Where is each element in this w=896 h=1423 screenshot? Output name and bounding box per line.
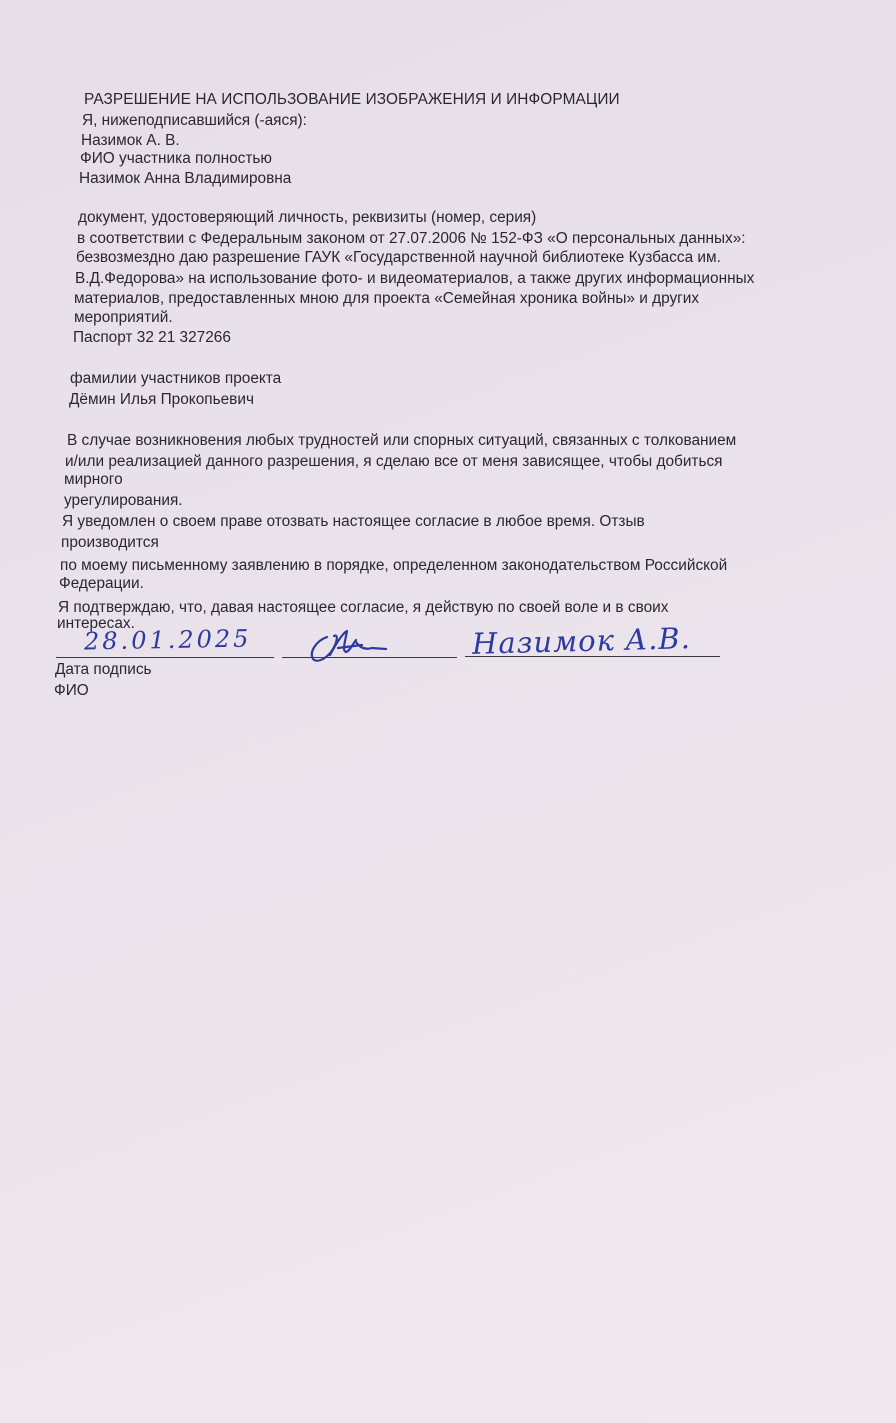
full-name-label: ФИО участника полностью: [80, 150, 272, 167]
dispute-line: В случае возникновения любых трудностей или спорных ситуаций, связанных с толкованием: [67, 432, 737, 449]
document-title: РАЗРЕШЕНИЕ НА ИСПОЛЬЗОВАНИЕ ИЗОБРАЖЕНИЯ И ИНФОРМАЦИИ: [84, 91, 620, 108]
handwritten-name: Назимок А.В.: [471, 621, 692, 661]
consent-line: В.Д.Федорова» на использование фото- и видеоматериалов, а также других информационных: [75, 270, 755, 287]
passport-number: Паспорт 32 21 327266: [73, 329, 231, 346]
intro-text: Я, нижеподписавшийся (-аяся):: [82, 112, 307, 129]
date-underline: [56, 657, 274, 658]
confirm-line: интересах.: [57, 615, 135, 632]
footer-label-date-signature: Дата подпись: [55, 661, 152, 678]
notice-line: Федерации.: [59, 575, 144, 592]
dispute-line: и/или реализацией данного разрешения, я сделаю все от меня зависящее, чтобы добиться: [65, 453, 723, 470]
dispute-line: мирного: [64, 471, 123, 488]
notice-line: по моему письменному заявлению в порядке, определенном законодательством Российской: [60, 557, 728, 574]
consent-line: в соответствии с Федеральным законом от 27.07.2006 № 152-ФЗ «О персональных данных»:: [77, 230, 746, 247]
handwritten-date: 28.01.2025: [83, 624, 252, 656]
short-name: Назимок А. В.: [81, 132, 180, 149]
full-name: Назимок Анна Владимировна: [79, 170, 292, 187]
footer-label-fio: ФИО: [54, 682, 89, 699]
consent-line: мероприятий.: [74, 309, 173, 326]
notice-line: Я уведомлен о своем праве отозвать настоящее согласие в любое время. Отзыв: [62, 513, 645, 530]
signature-underline: [282, 657, 457, 658]
participants-label: фамилии участников проекта: [70, 370, 282, 387]
participant-name: Дёмин Илья Прокопьевич: [69, 391, 254, 408]
notice-line: производится: [61, 534, 159, 551]
dispute-line: урегулирования.: [64, 492, 183, 509]
consent-line: материалов, предоставленных мною для проекта «Семейная хроника войны» и других: [74, 290, 700, 307]
consent-line: документ, удостоверяющий личность, реквизиты (номер, серия): [78, 209, 537, 226]
confirm-line: Я подтверждаю, что, давая настоящее согласие, я действую по своей воле и в своих: [58, 599, 669, 616]
consent-line: безвозмездно даю разрешение ГАУК «Государственной научной библиотеке Кузбасса им.: [76, 249, 721, 266]
